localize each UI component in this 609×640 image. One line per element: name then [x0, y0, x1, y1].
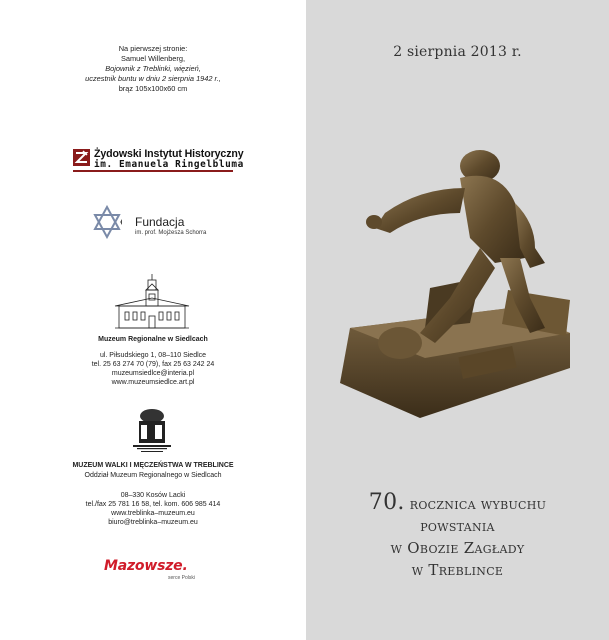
zih-emblem-icon [73, 149, 90, 166]
address-line: tel./fax 25 781 16 58, tel. kom. 606 985 414 [85, 501, 221, 508]
event-date: 2 sierpnia 2013 r. [393, 44, 522, 60]
caption-line: Bojownik z Treblinki, więzień, [105, 64, 201, 73]
museum-treblinka-name: MUZEUM WALKI I MĘCZEŃSTWA W TREBLINCE [72, 462, 234, 469]
email-text: muzeumsiedlce@interia.pl [111, 370, 195, 377]
address-line: 08–330 Kosów Lacki [120, 492, 186, 499]
cover-caption [0, 44, 306, 94]
treblinka-memorial-icon [131, 407, 173, 455]
caption-line: brąz 105x100x60 cm [118, 84, 188, 93]
title-line-4: w Treblince [411, 561, 504, 579]
zih-name: Żydowski Instytut Historyczny [94, 148, 244, 160]
email-text: biuro@treblinka–muzeum.eu [108, 519, 198, 526]
zih-subname: im. Emanuela Ringelbluma [94, 159, 244, 170]
website-text: www.muzeumsiedlce.art.pl [111, 379, 195, 386]
zih-underline [73, 170, 233, 172]
fundacja-logo [92, 205, 222, 241]
caption-line: uczestnik buntu w dniu 2 sierpnia 1942 r., [85, 74, 221, 83]
title-line-1 [306, 492, 609, 515]
title-number: 70. [368, 490, 405, 515]
museum-regional-address [0, 351, 306, 387]
caption-line: Na pierwszej stronie: [118, 44, 188, 53]
star-of-david-icon [92, 205, 122, 239]
mazowsze-wordmark: Mazowsze. [104, 558, 188, 574]
bronze-sculpture-image [330, 128, 590, 428]
mazowsze-logo [104, 558, 204, 582]
address-line: tel. 25 63 274 70 (79), fax 25 63 242 24 [91, 361, 215, 368]
museum-building-icon [111, 272, 193, 332]
title-line-3: w Obozie Zagłady [390, 539, 525, 557]
museum-regional-name: Muzeum Regionalne w Siedlcach [98, 336, 208, 343]
caption-line: Samuel Willenberg, [120, 54, 186, 63]
zih-logo [73, 147, 244, 171]
address-line: ul. Piłsudskiego 1, 08–110 Siedlce [99, 352, 207, 359]
anniversary-title [306, 492, 609, 581]
museum-treblinka-address [0, 491, 306, 527]
museum-treblinka-subtitle: Oddział Muzeum Regionalnego w Siedlcach [84, 472, 222, 479]
title-line-2: powstania [420, 517, 495, 535]
title-line-1-text: rocznica wybuchu [409, 495, 547, 513]
fundacja-subname: im. prof. Mojżesza Schorra [135, 230, 207, 236]
website-text: www.treblinka–muzeum.eu [111, 510, 195, 517]
fundacja-name: Fundacja [135, 215, 185, 229]
mazowsze-tagline: serce Polski [168, 575, 195, 581]
